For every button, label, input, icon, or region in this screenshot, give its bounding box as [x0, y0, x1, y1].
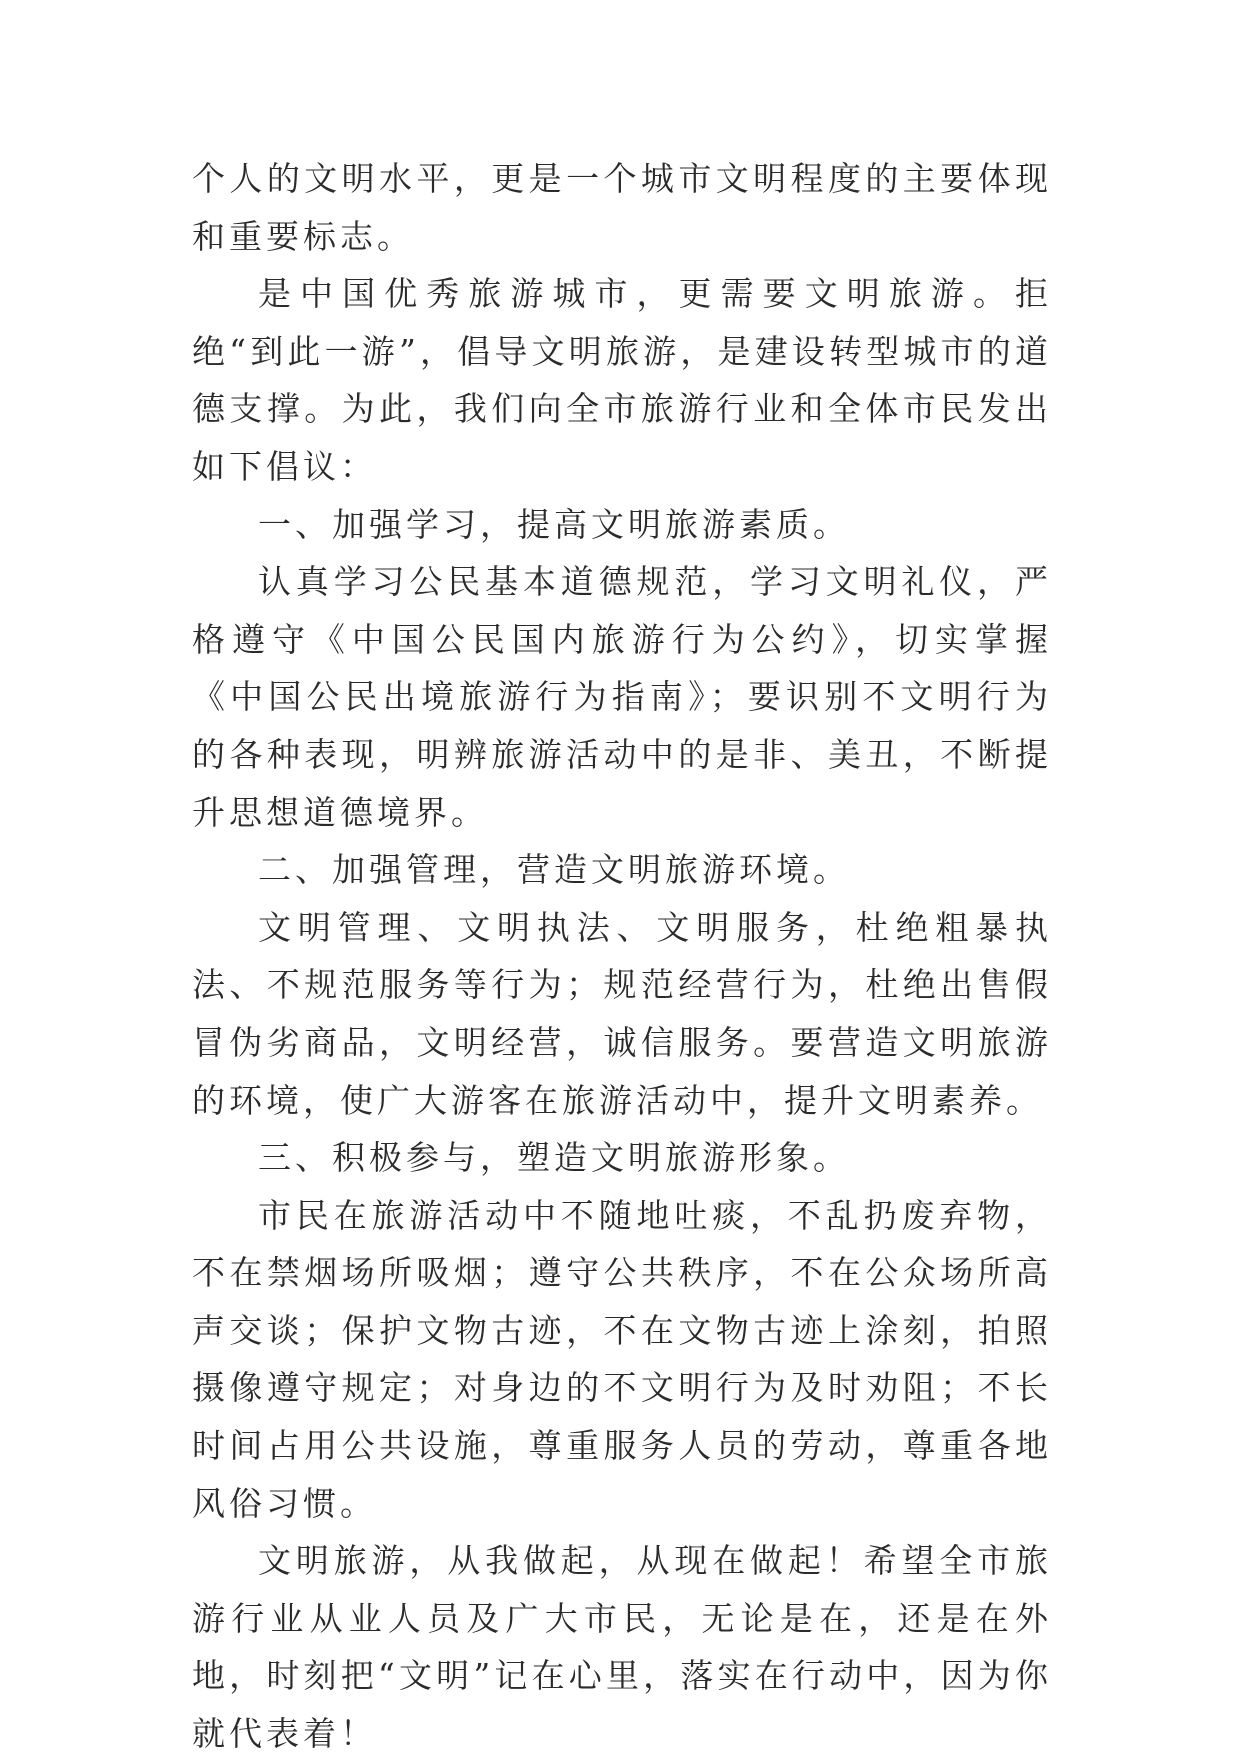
document-body: [192, 150, 1052, 1763]
paragraph-1: 个人的文明水平，更是一个城市文明程度的主要体现和重要标志。: [192, 159, 1052, 256]
paragraph-2: 是中国优秀旅游城市，更需要文明旅游。拒绝“到此一游”，倡导文明旅游，是建设转型城市的道德支撑。为此，我们向全市旅游行业和全体市民发出如下倡议：: [192, 274, 1052, 486]
section-heading-2: 二、加强管理，营造文明旅游环境。: [258, 850, 850, 890]
closing-paragraph: 文明旅游，从我做起，从现在做起！希望全市旅游行业从业人员及广大市民，无论是在，还是在外地，时刻把“文明”记在心里，落实在行动中，因为你就代表着！: [192, 1541, 1052, 1754]
section-heading-1: 一、加强学习，提高文明旅游素质。: [258, 504, 850, 544]
paragraph-5: 市民在旅游活动中不随地吐痰，不乱扔废弃物，不在禁烟场所吸烟；遵守公共秩序，不在公众场所高声交谈；保护文物古迹，不在文物古迹上涂刻，拍照摄像遵守规定；对身边的不文明行为及时劝阻；不长时间占用公共设施，尊重服务人员的劳动，尊重各地风俗习惯。: [192, 1195, 1052, 1523]
paragraph-4: 文明管理、文明执法、文明服务，杜绝粗暴执法、不规范服务等行为；规范经营行为，杜绝出售假冒伪劣商品，文明经营，诚信服务。要营造文明旅游的环境，使广大游客在旅游活动中，提升文明素养。: [192, 907, 1052, 1120]
paragraph-3: 认真学习公民基本道德规范，学习文明礼仪，严格遵守《中国公民国内旅游行为公约》，切实掌握《中国公民出境旅游行为指南》；要识别不文明行为的各种表现，明辨旅游活动中的是非、美丑，不断提升思想道德境界。: [192, 562, 1052, 832]
section-heading-3: 三、积极参与，塑造文明旅游形象。: [258, 1138, 850, 1178]
